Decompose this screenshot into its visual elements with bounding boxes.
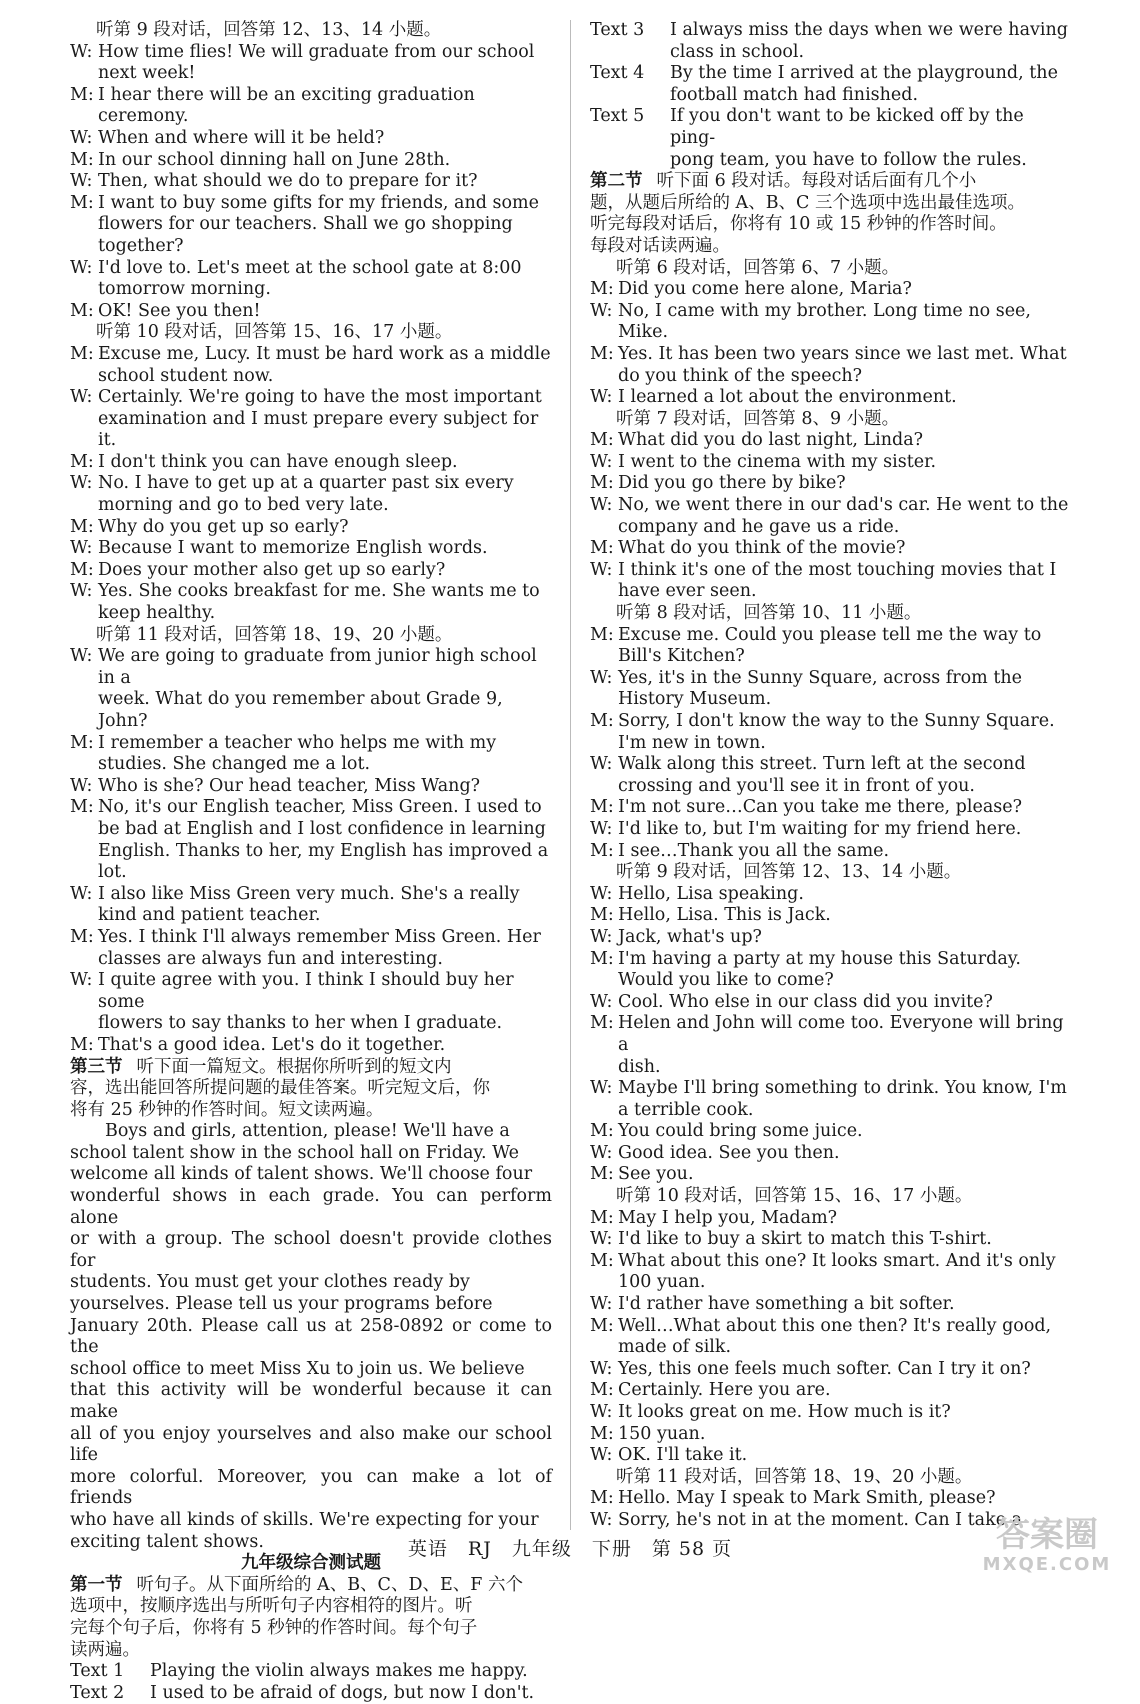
dialogue-line bbox=[590, 841, 1072, 863]
dialogue-text: Excuse me. Could you please tell me the way to bbox=[618, 624, 1042, 645]
dialogue-text: We are going to graduate from junior high school in a bbox=[98, 646, 537, 688]
section-instruction bbox=[590, 171, 1072, 193]
dialogue-line bbox=[70, 581, 552, 603]
paragraph-line: school office to meet Miss Xu to join us. We believe bbox=[70, 1358, 525, 1379]
speaker-label: M: bbox=[70, 732, 94, 753]
speaker-label: W: bbox=[70, 775, 93, 796]
speaker-label: W: bbox=[590, 1358, 613, 1379]
text-item-label: Text 4 bbox=[590, 63, 645, 84]
dialogue-text: Hello. May I speak to Mark Smith, please? bbox=[618, 1488, 996, 1509]
dialogue-text: Who is she? Our head teacher, Miss Wang? bbox=[98, 775, 481, 796]
text-item-spacer bbox=[590, 150, 670, 172]
dialogue-text: I learned a lot about the environment. bbox=[618, 387, 957, 408]
speaker-label: W: bbox=[70, 127, 93, 148]
speaker-label: W: bbox=[590, 991, 613, 1012]
dialogue-line bbox=[590, 711, 1072, 733]
dialogue-text: Jack, what's up? bbox=[618, 926, 762, 947]
paragraph-line: 完每个句子后，你将有 5 秒钟的作答时间。每个句子 bbox=[70, 1617, 478, 1638]
dialogue-continuation: made of silk. bbox=[618, 1337, 732, 1358]
dialogue-continuation: school student now. bbox=[98, 365, 274, 386]
speaker-label: M: bbox=[70, 1034, 94, 1055]
speaker-label: M: bbox=[70, 926, 94, 947]
dialogue-text: Did you go there by bike? bbox=[618, 473, 846, 494]
section-label: 第三节 bbox=[70, 1056, 123, 1077]
dialogue-text: No, it's our English teacher, Miss Green. I used to bbox=[98, 797, 542, 818]
dialogue-text: I also like Miss Green very much. She's a really bbox=[98, 883, 520, 904]
dialogue-line bbox=[590, 301, 1072, 323]
text-item-content: Playing the violin always makes me happy. bbox=[150, 1661, 528, 1682]
dialogue-text: Hello, Lisa. This is Jack. bbox=[618, 905, 831, 926]
dialogue-line bbox=[590, 495, 1072, 517]
dialogue-line bbox=[70, 42, 552, 64]
text-item bbox=[70, 1661, 552, 1683]
dialogue-continuation: week. What do you remember about Grade 9, John? bbox=[98, 689, 503, 731]
dialogue-text: Good idea. See you then. bbox=[618, 1142, 840, 1163]
dialogue-line bbox=[590, 884, 1072, 906]
dialogue-continuation: studies. She changed me a lot. bbox=[98, 754, 371, 775]
dialogue-text: Helen and John will come too. Everyone will bring a bbox=[618, 1013, 1064, 1055]
paragraph-line: January 20th. Please call us at 258-0892 or come to the bbox=[70, 1315, 552, 1358]
speaker-label: M: bbox=[590, 279, 614, 300]
dialogue-text: What do you think of the movie? bbox=[618, 538, 906, 559]
speaker-label: W: bbox=[590, 1229, 613, 1250]
dialogue-line bbox=[70, 150, 552, 172]
speaker-label: M: bbox=[590, 1488, 614, 1509]
dialogue-text: When and where will it be held? bbox=[98, 127, 385, 148]
text-item-content: pong team, you have to follow the rules. bbox=[670, 149, 1027, 170]
speaker-label: M: bbox=[590, 343, 614, 364]
dialogue-line bbox=[70, 517, 552, 539]
speaker-label: W: bbox=[590, 451, 613, 472]
dialogue-line bbox=[590, 1488, 1072, 1510]
dialogue-line bbox=[590, 473, 1072, 495]
speaker-label: M: bbox=[590, 711, 614, 731]
text-item-content: football match had finished. bbox=[670, 84, 919, 105]
dialogue-text: Walk along this street. Turn left at the second bbox=[618, 754, 1026, 775]
speaker-label: W: bbox=[590, 387, 613, 408]
dialogue-continuation: company and he gave us a ride. bbox=[618, 516, 900, 537]
dialogue-continuation: 100 yuan. bbox=[618, 1272, 706, 1293]
speaker-label: W: bbox=[590, 818, 613, 839]
dialogue-line bbox=[590, 1294, 1072, 1316]
dialogue-continuation: be bad at English and I lost confidence in learning bbox=[98, 818, 546, 839]
dialogue-header: 听第 11 段对话，回答第 18、19、20 小题。 bbox=[616, 1466, 973, 1487]
dialogue-text: Sorry, he's not in at the moment. Can I take a bbox=[618, 1509, 1023, 1530]
dialogue-text: Yes, it's in the Sunny Square, across from the bbox=[618, 667, 1022, 688]
dialogue-line bbox=[70, 344, 552, 366]
dialogue-line bbox=[590, 1229, 1072, 1251]
paragraph-line: 容，选出能回答所提问题的最佳答案。听完短文后，你 bbox=[70, 1078, 490, 1099]
dialogue-line bbox=[70, 927, 552, 949]
dialogue-line bbox=[590, 797, 1072, 819]
dialogue-line bbox=[70, 452, 552, 474]
speaker-label: M: bbox=[70, 149, 94, 170]
paragraph-line: who have all kinds of skills. We're expecting for your bbox=[70, 1509, 539, 1530]
section-text: 听下面一篇短文。根据你所听到的短文内 bbox=[136, 1056, 452, 1077]
speaker-label: M: bbox=[590, 538, 614, 559]
dialogue-continuation: English. Thanks to her, my English has improved a bbox=[98, 840, 549, 861]
text-item bbox=[70, 1683, 552, 1704]
dialogue-line bbox=[590, 1316, 1072, 1338]
paragraph-line: that this activity will be wonderful because it can make bbox=[70, 1380, 552, 1422]
dialogue-line bbox=[70, 646, 552, 689]
text-item-content: class in school. bbox=[670, 41, 805, 62]
paragraph-line: 将有 25 秒钟的作答时间。短文读两遍。 bbox=[70, 1099, 384, 1120]
text-item-label: Text 5 bbox=[590, 106, 645, 127]
speaker-label: W: bbox=[70, 646, 93, 667]
dialogue-line bbox=[590, 344, 1072, 366]
paragraph-line: 题，从题后所给的 A、B、C 三个选项中选出最佳选项。 bbox=[590, 192, 1026, 213]
paragraph-line: 读两遍。 bbox=[70, 1639, 140, 1660]
dialogue-text: Cool. Who else in our class did you invite? bbox=[618, 991, 993, 1012]
dialogue-text: Certainly. Here you are. bbox=[618, 1380, 831, 1401]
dialogue-line bbox=[70, 387, 552, 409]
paragraph-line: students. You must get your clothes ready by bbox=[70, 1272, 470, 1293]
dialogue-continuation: crossing and you'll see it in front of you. bbox=[618, 775, 975, 796]
dialogue-line bbox=[590, 819, 1072, 841]
dialogue-line bbox=[70, 128, 552, 150]
dialogue-text: Maybe I'll bring something to drink. You know, I'm bbox=[618, 1078, 1067, 1099]
speaker-label: W: bbox=[590, 754, 613, 775]
dialogue-line bbox=[590, 279, 1072, 301]
dialogue-text: You could bring some juice. bbox=[618, 1121, 863, 1142]
dialogue-line bbox=[590, 1424, 1072, 1446]
speaker-label: M: bbox=[70, 516, 94, 537]
dialogue-line bbox=[70, 258, 552, 280]
dialogue-continuation: flowers to say thanks to her when I graduate. bbox=[98, 1013, 503, 1034]
dialogue-line bbox=[70, 85, 552, 107]
dialogue-text: That's a good idea. Let's do it together. bbox=[98, 1034, 446, 1055]
speaker-label: W: bbox=[590, 883, 613, 904]
dialogue-line bbox=[70, 970, 552, 1013]
dialogue-line bbox=[590, 1121, 1072, 1143]
section-label: 第二节 bbox=[590, 171, 643, 192]
paragraph-line: yourselves. Please tell us your programs before bbox=[70, 1294, 493, 1315]
speaker-label: M: bbox=[70, 192, 94, 213]
dialogue-continuation: a terrible cook. bbox=[618, 1099, 754, 1120]
dialogue-text: Why do you get up so early? bbox=[98, 516, 349, 537]
dialogue-continuation: flowers for our teachers. Shall we go shopping bbox=[98, 214, 513, 235]
text-item-continuation bbox=[590, 150, 1072, 172]
speaker-label: W: bbox=[590, 300, 613, 321]
dialogue-line bbox=[590, 992, 1072, 1014]
dialogue-line bbox=[590, 625, 1072, 647]
dialogue-line bbox=[590, 1013, 1072, 1056]
dialogue-line bbox=[70, 797, 552, 819]
speaker-label: W: bbox=[70, 171, 93, 192]
dialogue-continuation: examination and I must prepare every subject for it. bbox=[98, 408, 539, 451]
dialogue-continuation: dish. bbox=[618, 1056, 661, 1077]
dialogue-text: Sorry, I don't know the way to the Sunny Square. bbox=[618, 711, 1055, 731]
paragraph-line: 每段对话读两遍。 bbox=[590, 235, 730, 256]
dialogue-continuation: kind and patient teacher. bbox=[98, 905, 321, 926]
speaker-label: W: bbox=[590, 495, 613, 516]
dialogue-text: It looks great on me. How much is it? bbox=[618, 1402, 951, 1422]
speaker-label: M: bbox=[70, 451, 94, 472]
dialogue-continuation: lot. bbox=[98, 862, 127, 883]
dialogue-text: Yes, this one feels much softer. Can I try it on? bbox=[618, 1358, 1031, 1379]
paragraph-line: exciting talent shows. bbox=[70, 1531, 264, 1552]
speaker-label: W: bbox=[70, 970, 93, 991]
section-label: 第一节 bbox=[70, 1574, 123, 1595]
dialogue-line bbox=[590, 1078, 1072, 1100]
speaker-label: W: bbox=[70, 883, 93, 904]
column-divider bbox=[570, 20, 571, 1530]
speaker-label: M: bbox=[70, 797, 94, 818]
speaker-label: M: bbox=[590, 1121, 614, 1142]
dialogue-text: Yes. I think I'll always remember Miss Green. Her bbox=[98, 926, 541, 947]
paragraph-first-line: Boys and girls, attention, please! We'll have a bbox=[105, 1121, 510, 1142]
dialogue-text: Yes. She cooks breakfast for me. She wants me to bbox=[98, 581, 540, 602]
speaker-label: W: bbox=[590, 1294, 613, 1315]
dialogue-text: What did you do last night, Linda? bbox=[618, 430, 924, 451]
dialogue-text: Because I want to memorize English words. bbox=[98, 538, 488, 559]
dialogue-line bbox=[70, 884, 552, 906]
page-footer: 英语 RJ 九年级 下册 第 58 页 bbox=[407, 1538, 733, 1560]
text-item bbox=[590, 20, 1072, 42]
right-column bbox=[590, 20, 1072, 1532]
text-item bbox=[590, 63, 1072, 85]
dialogue-line bbox=[590, 1251, 1072, 1273]
dialogue-continuation: Bill's Kitchen? bbox=[618, 646, 745, 667]
paragraph-line: or with a group. The school doesn't provide clothes for bbox=[70, 1229, 552, 1271]
speaker-label: W: bbox=[70, 387, 93, 408]
speaker-label: W: bbox=[590, 559, 613, 580]
dialogue-text: In our school dinning hall on June 28th. bbox=[98, 149, 451, 170]
dialogue-line bbox=[70, 473, 552, 495]
dialogue-text: I'm having a party at my house this Saturday. bbox=[618, 948, 1021, 969]
watermark-site-text: MXQE.COM bbox=[982, 1554, 1112, 1575]
dialogue-text: Then, what should we do to prepare for it? bbox=[98, 171, 478, 192]
dialogue-text: How time flies! We will graduate from our school bbox=[98, 41, 535, 62]
dialogue-header: 听第 10 段对话，回答第 15、16、17 小题。 bbox=[96, 322, 453, 343]
text-item-label: Text 1 bbox=[70, 1661, 125, 1682]
speaker-label: M: bbox=[590, 797, 614, 818]
watermark-logo bbox=[972, 1516, 1122, 1586]
text-item-label: Text 2 bbox=[70, 1682, 125, 1703]
paragraph-line: 选项中，按顺序选出与所听句子内容相符的图片。听 bbox=[70, 1596, 473, 1617]
dialogue-continuation: classes are always fun and interesting. bbox=[98, 948, 443, 969]
dialogue-line bbox=[590, 560, 1072, 582]
dialogue-text: Certainly. We're going to have the most important bbox=[98, 387, 542, 408]
dialogue-text: No. I have to get up at a quarter past six every bbox=[98, 473, 514, 494]
speaker-label: M: bbox=[70, 343, 94, 364]
speaker-label: M: bbox=[590, 905, 614, 926]
speaker-label: M: bbox=[590, 1013, 614, 1034]
dialogue-text: Hello, Lisa speaking. bbox=[618, 883, 804, 904]
speaker-label: M: bbox=[590, 1207, 614, 1228]
speaker-label: W: bbox=[70, 473, 93, 494]
speaker-label: M: bbox=[590, 948, 614, 969]
dialogue-text: Did you come here alone, Maria? bbox=[618, 279, 912, 300]
dialogue-text: OK. I'll take it. bbox=[618, 1445, 748, 1466]
dialogue-header: 听第 6 段对话，回答第 6、7 小题。 bbox=[616, 257, 900, 278]
dialogue-text: Yes. It has been two years since we last met. What bbox=[618, 343, 1067, 364]
dialogue-line bbox=[70, 560, 552, 582]
dialogue-line bbox=[590, 949, 1072, 971]
dialogue-text: May I help you, Madam? bbox=[618, 1207, 838, 1228]
speaker-label: W: bbox=[70, 41, 93, 62]
test-title: 九年级综合测试题 bbox=[241, 1553, 381, 1574]
dialogue-line bbox=[70, 1035, 552, 1057]
dialogue-text: I want to buy some gifts for my friends, and some bbox=[98, 192, 539, 213]
dialogue-line bbox=[590, 1143, 1072, 1165]
dialogue-continuation: morning and go to bed very late. bbox=[98, 495, 389, 516]
dialogue-text: I hear there will be an exciting graduation bbox=[98, 84, 475, 105]
speaker-label: W: bbox=[590, 667, 613, 688]
section-text: 听下面 6 段对话。每段对话后面有几个小 bbox=[656, 171, 977, 192]
speaker-label: W: bbox=[590, 1142, 613, 1163]
dialogue-header: 听第 9 段对话，回答第 12、13、14 小题。 bbox=[616, 862, 962, 883]
text-item bbox=[590, 106, 1072, 149]
dialogue-text: I see…Thank you all the same. bbox=[618, 840, 890, 861]
dialogue-line bbox=[70, 171, 552, 193]
text-item-content: I always miss the days when we were having bbox=[670, 20, 1068, 40]
dialogue-text: I'm not sure…Can you take me there, please? bbox=[618, 797, 1022, 818]
text-item-content: By the time I arrived at the playground, the bbox=[670, 63, 1058, 84]
dialogue-line bbox=[590, 387, 1072, 409]
text-item-label: Text 3 bbox=[590, 20, 645, 40]
dialogue-text: I'd like to, but I'm waiting for my friend here. bbox=[618, 818, 1022, 839]
paragraph-line: all of you enjoy yourselves and also make our school life bbox=[70, 1423, 552, 1466]
speaker-label: M: bbox=[70, 559, 94, 580]
dialogue-line bbox=[70, 538, 552, 560]
speaker-label: M: bbox=[590, 1164, 614, 1185]
dialogue-text: No, we went there in our dad's car. He went to the bbox=[618, 495, 1069, 516]
dialogue-line bbox=[590, 430, 1072, 452]
text-item-content: I used to be afraid of dogs, but now I don't. bbox=[150, 1682, 535, 1703]
speaker-label: W: bbox=[590, 1078, 613, 1099]
text-item-continuation bbox=[590, 42, 1072, 64]
dialogue-text: What about this one? It looks smart. And it's only bbox=[618, 1250, 1056, 1271]
paragraph-line: welcome all kinds of talent shows. We'll choose four bbox=[70, 1164, 533, 1185]
dialogue-text: No, I came with my brother. Long time no see, bbox=[618, 300, 1031, 321]
section-instruction bbox=[70, 1057, 552, 1079]
dialogue-line bbox=[590, 1359, 1072, 1381]
dialogue-continuation: do you think of the speech? bbox=[618, 365, 863, 386]
dialogue-line bbox=[590, 905, 1072, 927]
paragraph-line: 听完每段对话后，你将有 10 或 15 秒钟的作答时间。 bbox=[590, 214, 1007, 235]
dialogue-continuation: History Museum. bbox=[618, 689, 772, 710]
section-text: 听句子。从下面所给的 A、B、C、D、E、F 六个 bbox=[136, 1574, 523, 1595]
dialogue-continuation: keep healthy. bbox=[98, 603, 216, 624]
watermark-logo-text: 答案圈 bbox=[996, 1515, 1098, 1555]
paragraph-line: school talent show in the school hall on Friday. We bbox=[70, 1142, 520, 1163]
paragraph-line: wonderful shows in each grade. You can perform alone bbox=[70, 1186, 552, 1228]
dialogue-line bbox=[70, 776, 552, 798]
dialogue-line bbox=[590, 1402, 1072, 1424]
speaker-label: W: bbox=[70, 538, 93, 559]
dialogue-header: 听第 9 段对话，回答第 12、13、14 小题。 bbox=[96, 20, 442, 40]
speaker-label: M: bbox=[590, 1380, 614, 1401]
dialogue-line bbox=[590, 754, 1072, 776]
dialogue-continuation: Would you like to come? bbox=[618, 970, 834, 991]
dialogue-line bbox=[590, 538, 1072, 560]
speaker-label: W: bbox=[590, 1402, 613, 1422]
dialogue-header: 听第 7 段对话，回答第 8、9 小题。 bbox=[616, 408, 900, 429]
speaker-label: W: bbox=[590, 1509, 613, 1530]
dialogue-line bbox=[590, 1380, 1072, 1402]
dialogue-text: I don't think you can have enough sleep. bbox=[98, 451, 458, 472]
left-column bbox=[70, 20, 552, 1704]
text-item-spacer bbox=[590, 85, 670, 107]
dialogue-line bbox=[590, 1164, 1072, 1186]
text-item-continuation bbox=[590, 85, 1072, 107]
speaker-label: M: bbox=[590, 430, 614, 451]
dialogue-text: I went to the cinema with my sister. bbox=[618, 451, 937, 472]
speaker-label: M: bbox=[70, 300, 94, 321]
speaker-label: M: bbox=[590, 624, 614, 645]
dialogue-text: See you. bbox=[618, 1164, 694, 1185]
dialogue-line bbox=[70, 301, 552, 323]
speaker-label: M: bbox=[590, 1423, 614, 1444]
dialogue-text: I quite agree with you. I think I should buy her some bbox=[98, 970, 514, 1012]
dialogue-continuation: tomorrow morning. bbox=[98, 279, 271, 300]
dialogue-line bbox=[590, 1208, 1072, 1230]
dialogue-continuation: have ever seen. bbox=[618, 581, 757, 602]
speaker-label: M: bbox=[70, 84, 94, 105]
dialogue-text: I'd love to. Let's meet at the school gate at 8:00 bbox=[98, 257, 522, 278]
section-instruction bbox=[70, 1575, 552, 1597]
dialogue-text: I think it's one of the most touching movies that I bbox=[618, 559, 1057, 580]
dialogue-line bbox=[590, 927, 1072, 949]
dialogue-text: I'd like to buy a skirt to match this T-shirt. bbox=[618, 1229, 992, 1250]
paragraph-line: more colorful. Moreover, you can make a lot of friends bbox=[70, 1466, 552, 1509]
dialogue-continuation: Mike. bbox=[618, 322, 669, 343]
speaker-label: M: bbox=[590, 1250, 614, 1271]
speaker-label: W: bbox=[70, 581, 93, 602]
dialogue-text: I remember a teacher who helps me with my bbox=[98, 732, 497, 753]
dialogue-continuation: together? bbox=[98, 235, 184, 256]
speaker-label: W: bbox=[70, 257, 93, 278]
speaker-label: W: bbox=[590, 1445, 613, 1466]
dialogue-text: OK! See you then! bbox=[98, 300, 261, 321]
text-item-content: If you don't want to be kicked off by the ping- bbox=[670, 106, 1024, 148]
dialogue-header: 听第 8 段对话，回答第 10、11 小题。 bbox=[616, 603, 922, 624]
dialogue-text: Excuse me, Lucy. It must be hard work as a middle bbox=[98, 343, 551, 364]
dialogue-continuation: I'm new in town. bbox=[618, 732, 766, 753]
dialogue-continuation: ceremony. bbox=[98, 106, 189, 127]
speaker-label: M: bbox=[590, 473, 614, 494]
speaker-label: W: bbox=[590, 926, 613, 947]
dialogue-text: 150 yuan. bbox=[618, 1423, 706, 1444]
dialogue-continuation: next week! bbox=[98, 63, 196, 84]
dialogue-text: Does your mother also get up so early? bbox=[98, 559, 446, 580]
dialogue-line bbox=[590, 452, 1072, 474]
speaker-label: M: bbox=[590, 1315, 614, 1336]
dialogue-line bbox=[590, 1445, 1072, 1467]
dialogue-line bbox=[70, 733, 552, 755]
dialogue-text: I'd rather have something a bit softer. bbox=[618, 1294, 955, 1315]
dialogue-header: 听第 11 段对话，回答第 18、19、20 小题。 bbox=[96, 624, 453, 645]
text-item-spacer bbox=[590, 42, 670, 64]
dialogue-line bbox=[590, 668, 1072, 690]
dialogue-line bbox=[70, 193, 552, 215]
dialogue-text: Well…What about this one then? It's really good, bbox=[618, 1315, 1052, 1336]
speaker-label: M: bbox=[590, 840, 614, 861]
dialogue-header: 听第 10 段对话，回答第 15、16、17 小题。 bbox=[616, 1186, 973, 1207]
